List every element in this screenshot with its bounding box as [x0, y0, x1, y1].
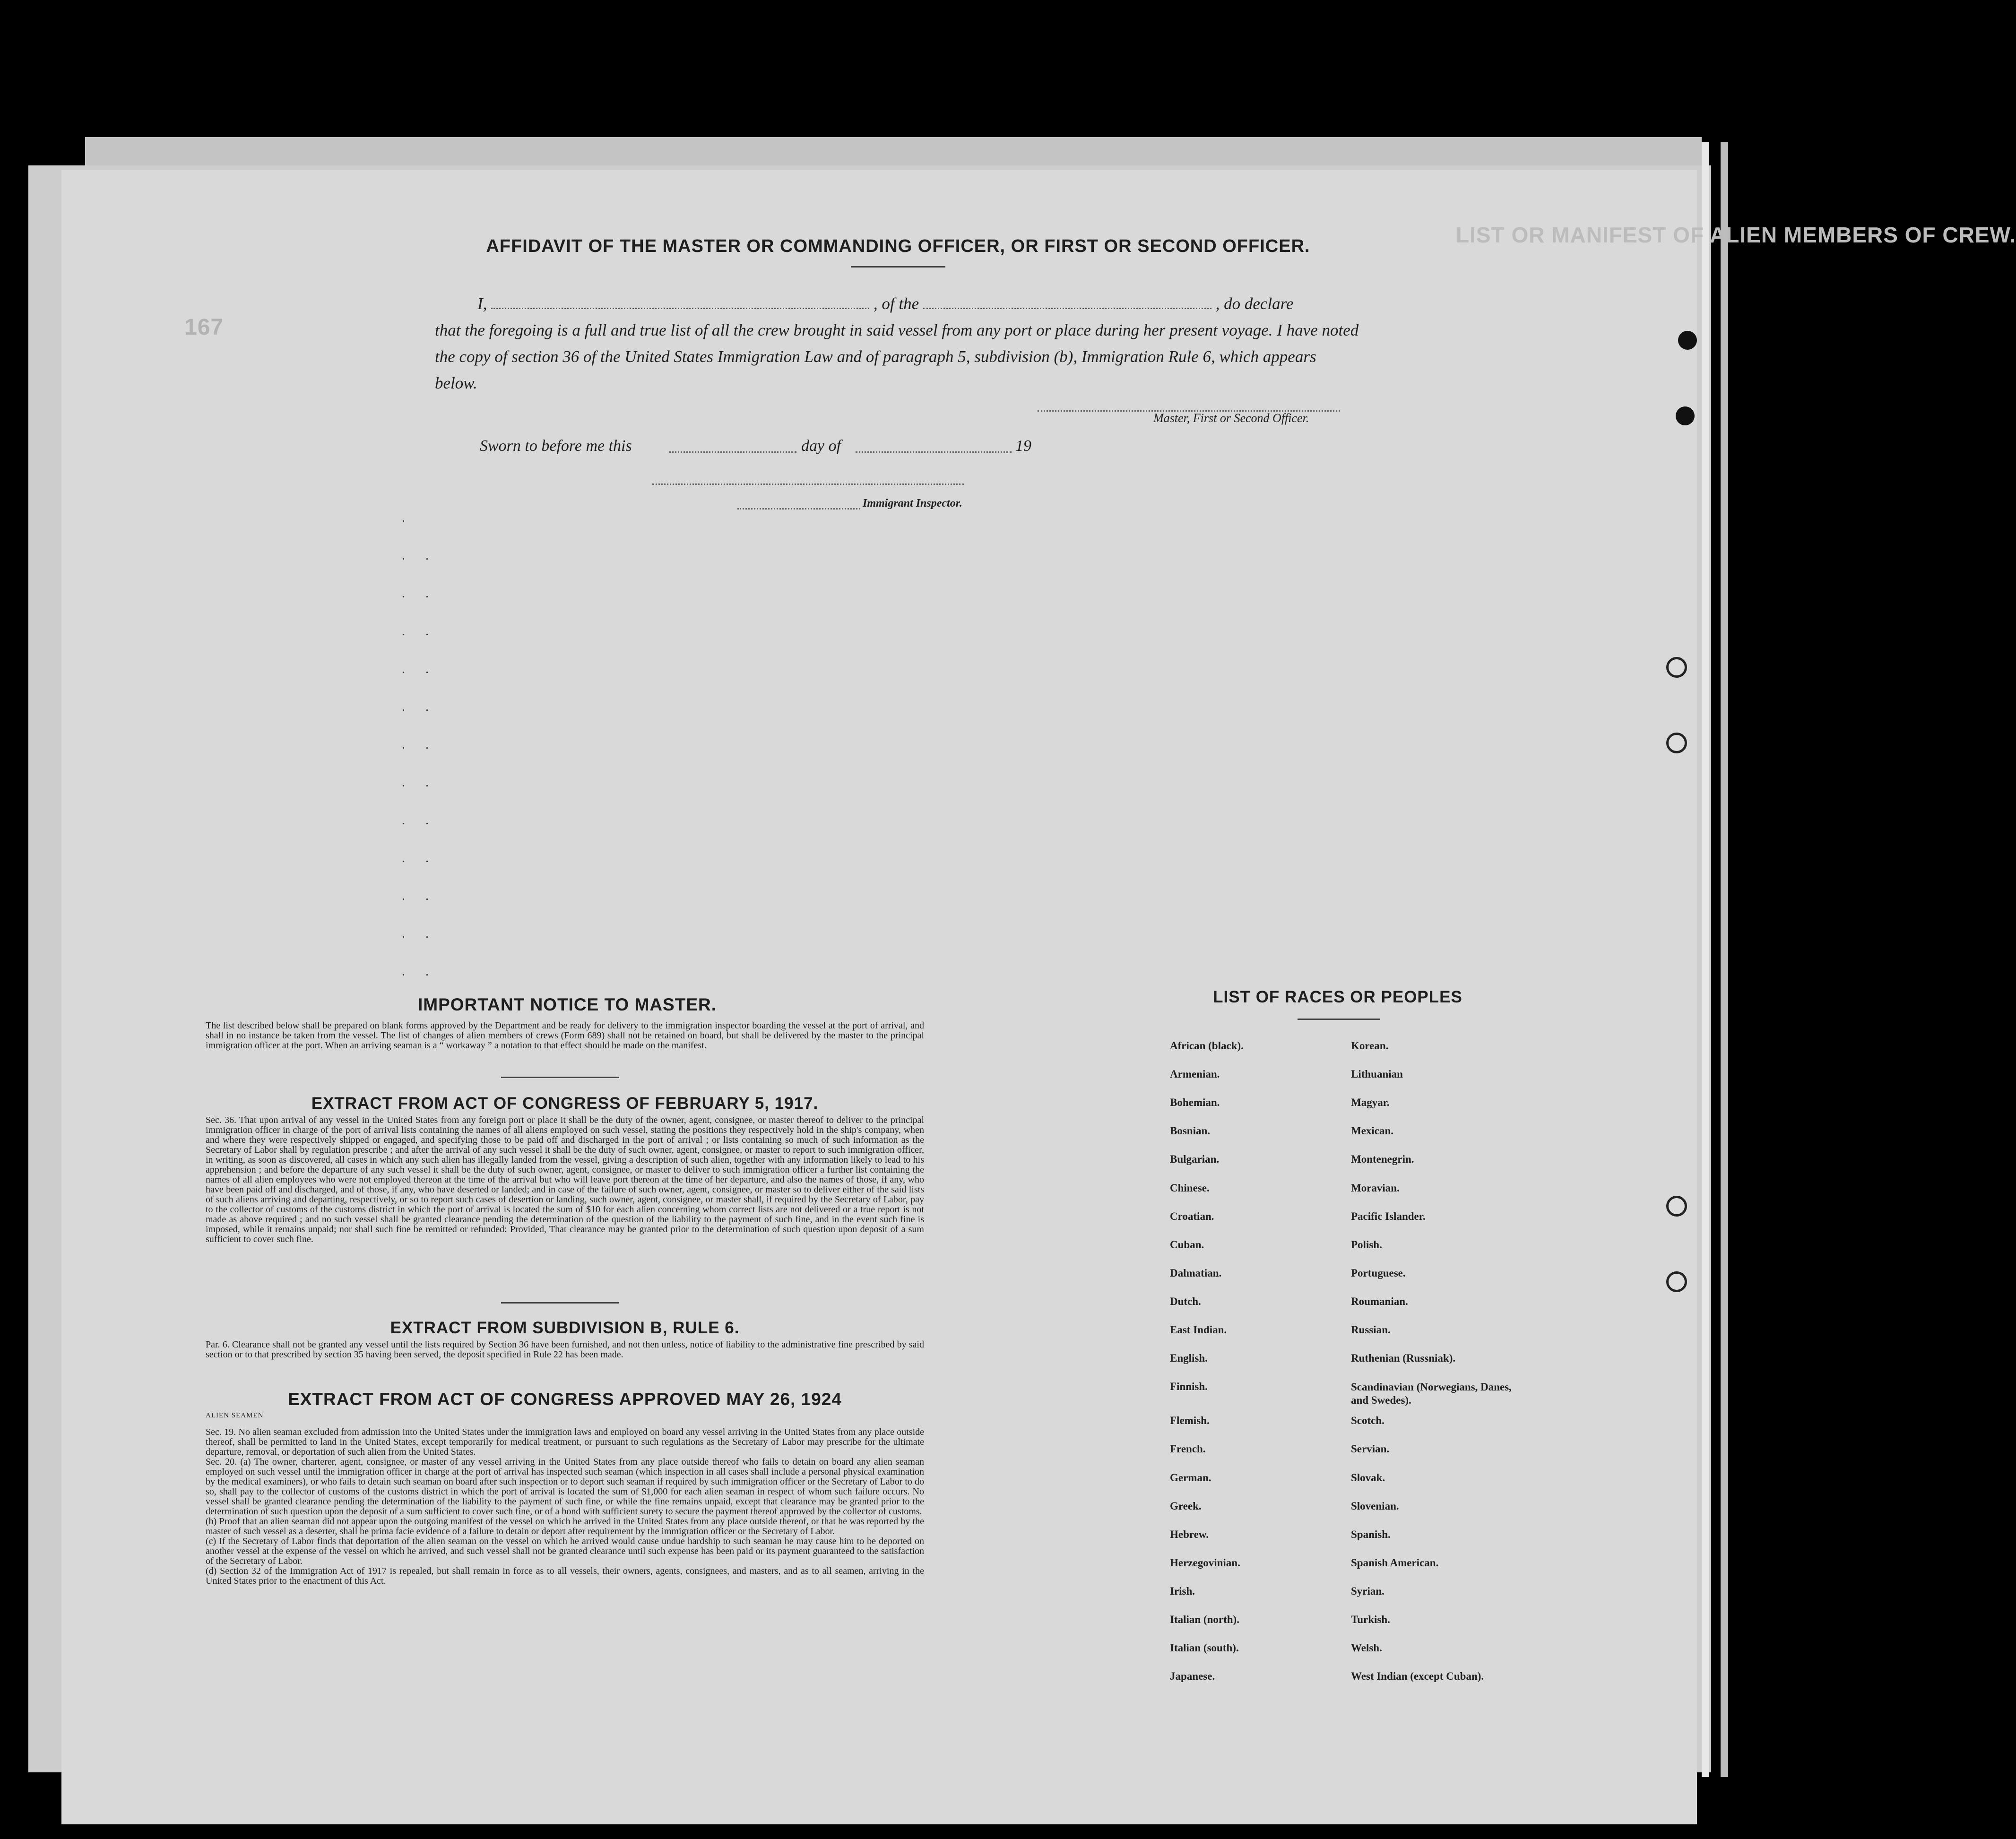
extract-1924-subtitle: ALIEN SEAMEN [206, 1412, 264, 1419]
binding-ring [1666, 733, 1687, 753]
race-item: Scandinavian (Norwegians, Danes, and Swedes). [1351, 1381, 1512, 1407]
race-item: Dutch. [1170, 1295, 1201, 1307]
affidavit-declaration [435, 291, 1361, 397]
ledger-dot: . . [402, 964, 437, 979]
page-edge [1702, 142, 1709, 1777]
race-item: Italian (south). [1170, 1642, 1239, 1654]
race-item: French. [1170, 1443, 1206, 1455]
race-item: Bulgarian. [1170, 1153, 1220, 1166]
race-item: Herzegovinian. [1170, 1556, 1240, 1569]
races-title: LIST OF RACES OR PEOPLES [1213, 988, 1462, 1006]
race-item: Russian. [1351, 1324, 1391, 1336]
race-item: African (black). [1170, 1040, 1244, 1052]
race-item: Montenegrin. [1351, 1153, 1414, 1166]
ledger-dot: . . [402, 851, 437, 865]
race-item: Mexican. [1351, 1125, 1394, 1137]
ledger-dot: . . [402, 624, 437, 639]
race-item: Korean. [1351, 1040, 1389, 1052]
extract-rule6-body: Par. 6. Clearance shall not be granted any vessel until the lists required by Section 36 have been furnished, and not then unless, notice of liability to the administrative fine prescribed by said section or to that prescribed by section 35 having been served, the deposit specified in Rule 22 has been made. [206, 1339, 924, 1360]
race-item: Portuguese. [1351, 1267, 1406, 1279]
race-item: Croatian. [1170, 1210, 1214, 1222]
master-signature-label: Master, First or Second Officer. [1153, 411, 1309, 425]
ledger-dot: . . [402, 699, 437, 714]
affidavit-of-the-label: , of the [873, 294, 919, 313]
race-item: Spanish American. [1351, 1556, 1439, 1569]
race-item: Dalmatian. [1170, 1267, 1222, 1279]
vessel-name-field[interactable] [923, 294, 1211, 309]
race-item: Flemish. [1170, 1415, 1210, 1427]
affidavit-statement: that the foregoing is a full and true list of all the crew brought in said vessel from any port or place during her present voyage. I have noted the copy of section 36 of the United States Immigration Law and of paragraph 5, subdivision (b), Immigration Rule 6, which appears below. [435, 321, 1359, 392]
ledger-dot: . . [402, 813, 437, 828]
race-item: Finnish. [1170, 1381, 1208, 1393]
ledger-dot: . . [402, 586, 437, 601]
sec-20d-paragraph: (d) Section 32 of the Immigration Act of 1917 is repealed, but shall remain in force as to all vessels, their owners, agents, consignees, and masters, and as to all seamen, arriving in the United States prior to the enactment of this Act. [206, 1566, 924, 1586]
race-item: Greek. [1170, 1500, 1202, 1512]
ledger-dot: . . [402, 926, 437, 941]
race-item: Hebrew. [1170, 1528, 1209, 1540]
extract-1924-title: EXTRACT FROM ACT OF CONGRESS APPROVED MAY 26, 1924 [288, 1390, 842, 1409]
race-item: Magyar. [1351, 1096, 1390, 1109]
race-item: Roumanian. [1351, 1295, 1408, 1307]
inspector-label: Immigrant Inspector. [863, 497, 962, 509]
race-item: Lithuanian [1351, 1068, 1403, 1080]
race-item: Ruthenian (Russniak). [1351, 1352, 1456, 1364]
inspector-signature-line[interactable] [652, 483, 964, 485]
ledger-dot: . . [402, 548, 437, 563]
ledger-dot: . [402, 510, 414, 525]
notice-title: IMPORTANT NOTICE TO MASTER. [417, 995, 717, 1014]
race-item: Italian (north). [1170, 1614, 1239, 1625]
race-item: Moravian. [1351, 1182, 1400, 1194]
race-item: Scotch. [1351, 1415, 1384, 1427]
race-item: Armenian. [1170, 1068, 1220, 1080]
notice-body: The list described below shall be prepared on blank forms approved by the Department and be ready for delivery to the immigration inspector boarding the vessel at the port of arrival, and shall in no instance be taken from the vessel. The list of changes of alien members of crews (Form 689) shall not be retained on board, but shall be delivered by the master to the principal immigration officer at the port. When an arriving seaman is a “ workaway ” a notation to that effect should be made on the manifest. [206, 1020, 924, 1051]
sworn-label: Sworn to before me this [480, 437, 632, 455]
ledger-dot: . . [402, 737, 437, 752]
section-divider [501, 1077, 619, 1078]
extract-rule6-title: EXTRACT FROM SUBDIVISION B, RULE 6. [390, 1319, 740, 1337]
sec-20c-paragraph: (c) If the Secretary of Labor finds that deportation of the alien seaman on the vessel on which he arrived would cause undue hardship to such seaman he may cause him to be deported on another vessel at the expense of the vessel on which he arrived, and such vessel shall not be granted clearance until such expense has been paid or its payment guaranteed to the satisfaction of the Secretary of Labor. [206, 1536, 924, 1566]
extract-1917-body: Sec. 36. That upon arrival of any vessel in the United States from any foreign port or place it shall be the duty of the owner, agent, consignee, or master thereof to deliver to the principal immigration officer in charge of the port of arrival lists containing the names of all aliens employed on such vessel, stating the positions they respectively hold in the ship's company, when and where they were respectively shipped or engaged, and specifying those to be paid off and discharged in the port of arrival ; or lists containing so much of such information as the Secretary of Labor shall by regulation prescribe ; and after the arrival of any such vessel it shall be the duty of such owner, agent, consignee, or master to report to such immigration officer, in writing, as soon as discovered, all cases in which any such alien has illegally landed from the vessel, giving a description of such alien, together with any information likely to lead to his apprehension ; and before the departure of any such vessel it shall be the duty of such owner, agent, consignee, or master to deliver to such immigration officer a further list containing the names of all alien employees who were not employed thereon at the time of the arrival but who will leave port thereon at the time of her departure, and also the names of those, if any, who have been paid off and discharged, and of those, if any, who have deserted or landed; and in case of the failure of such owner, agent, consignee, or master so to deliver either of the said lists of such aliens arriving and departing, respectively, or so to report such cases of desertion or landing, such owner, agent, consignee, or master shall, if required by the Secretary of Labor, pay to the collector of customs of the customs district in which the port of arrival is located the sum of $10 for each alien concerning whom correct lists are not delivered or a true report is not made as above required ; and no such vessel shall be granted clearance pending the determination of the question of the liability to the payment of such fine, and in the event such fine is imposed, while it remains unpaid; nor shall such fine be remitted or refunded: Provided, That clearance may be granted prior to the determination of such question upon deposit of a sum sufficient to cover such fine. [206, 1115, 924, 1244]
ledger-dot: . . [402, 889, 437, 903]
officer-name-field[interactable] [491, 294, 869, 309]
race-item: Cuban. [1170, 1238, 1204, 1251]
binding-ring [1666, 1196, 1687, 1217]
race-item: Chinese. [1170, 1182, 1210, 1194]
race-item: East Indian. [1170, 1324, 1227, 1336]
binding-hole [1676, 406, 1695, 425]
race-item: Slovak. [1351, 1471, 1385, 1484]
race-item: Turkish. [1351, 1614, 1390, 1625]
extract-1924-body [206, 1427, 924, 1586]
race-item: Polish. [1351, 1238, 1382, 1251]
affidavit-declare-label: , do declare [1215, 294, 1294, 313]
sworn-day-label: day of [801, 437, 841, 455]
sec-20a-paragraph: Sec. 20. (a) The owner, charterer, agent, consignee, or master of any vessel arriving in the United States from any place outside thereof who fails to detain on board any alien seaman employed on such vessel until the immigration officer in charge at the port of arrival has inspected such seaman (which inspection in all cases shall include a personal physical examination by the medical examiners), or who fails to detain such seaman on board after such inspection or to deport such seaman if required by such immigration officer or the Secretary of Labor to do so, shall pay to the collector of customs of the customs district in which the port of arrival is located the sum of $1,000 for each alien seaman in respect of whom such failure occurs. No vessel shall be granted clearance pending the determination of the liability to the payment of such fine, or while the fine remains unpaid, except that clearance may be granted prior to the determination of such question upon the deposit of a sum sufficient to cover such fine, or of a bond with sufficient surety to secure the payment thereof approved by the collector of customs. [206, 1457, 924, 1517]
ledger-dot: . . [402, 662, 437, 676]
title-divider [851, 266, 945, 268]
sec-20b-paragraph: (b) Proof that an alien seaman did not appear upon the outgoing manifest of the vessel on which he arrived in the United States from any place outside thereof, or that he was reported by the master of such vessel as a deserter, shall be prima facie evidence of a failure to detain or deport after requirement by the immigration officer or the Secretary of Labor. [206, 1516, 924, 1537]
sec-19-paragraph: Sec. 19. No alien seaman excluded from admission into the United States under the immigration laws and employed on board any vessel arriving in the United States from any place outside thereof, shall be permitted to land in the United States, except temporarily for medical treatment, or pursuant to such regulations as the Secretary of Labor may prescribe for the ultimate departure, removal, or deportation of such alien from the United States. [206, 1427, 924, 1457]
race-item: German. [1170, 1471, 1211, 1484]
sworn-year-label: 19 [1015, 437, 1031, 455]
race-item: Irish. [1170, 1585, 1195, 1597]
race-item: Bosnian. [1170, 1125, 1211, 1137]
affidavit-title: AFFIDAVIT OF THE MASTER OR COMMANDING OFFICER, OR FIRST OR SECOND OFFICER. [486, 236, 1310, 256]
binding-hole [1678, 331, 1697, 350]
race-item: Spanish. [1351, 1528, 1391, 1540]
sworn-day-field[interactable] [669, 451, 796, 453]
binding-ring [1666, 657, 1687, 678]
race-item: Pacific Islander. [1351, 1210, 1426, 1222]
race-item: Bohemian. [1170, 1096, 1220, 1109]
affidavit-i-label: I, [477, 294, 487, 313]
section-divider [501, 1302, 619, 1304]
race-item: Slovenian. [1351, 1500, 1399, 1512]
binding-ring [1666, 1271, 1687, 1292]
race-item: English. [1170, 1352, 1208, 1364]
race-item: Servian. [1351, 1443, 1390, 1455]
inspector-name-line[interactable] [737, 508, 860, 509]
extract-1917-title: EXTRACT FROM ACT OF CONGRESS OF FEBRUARY 5, 1917. [311, 1094, 819, 1113]
race-item: Syrian. [1351, 1585, 1384, 1597]
race-item: West Indian (except Cuban). [1351, 1670, 1484, 1683]
race-item: Welsh. [1351, 1642, 1382, 1654]
races-divider [1298, 1019, 1380, 1020]
bleed-through-title: LIST OR MANIFEST OF ALIEN MEMBERS OF CREW. [1456, 223, 2016, 247]
bleed-page-number: 167 [184, 315, 224, 340]
sworn-month-field[interactable] [856, 451, 1012, 453]
ledger-dot: . . [402, 775, 437, 790]
race-item: Japanese. [1170, 1670, 1215, 1683]
page-edge [1721, 142, 1728, 1777]
